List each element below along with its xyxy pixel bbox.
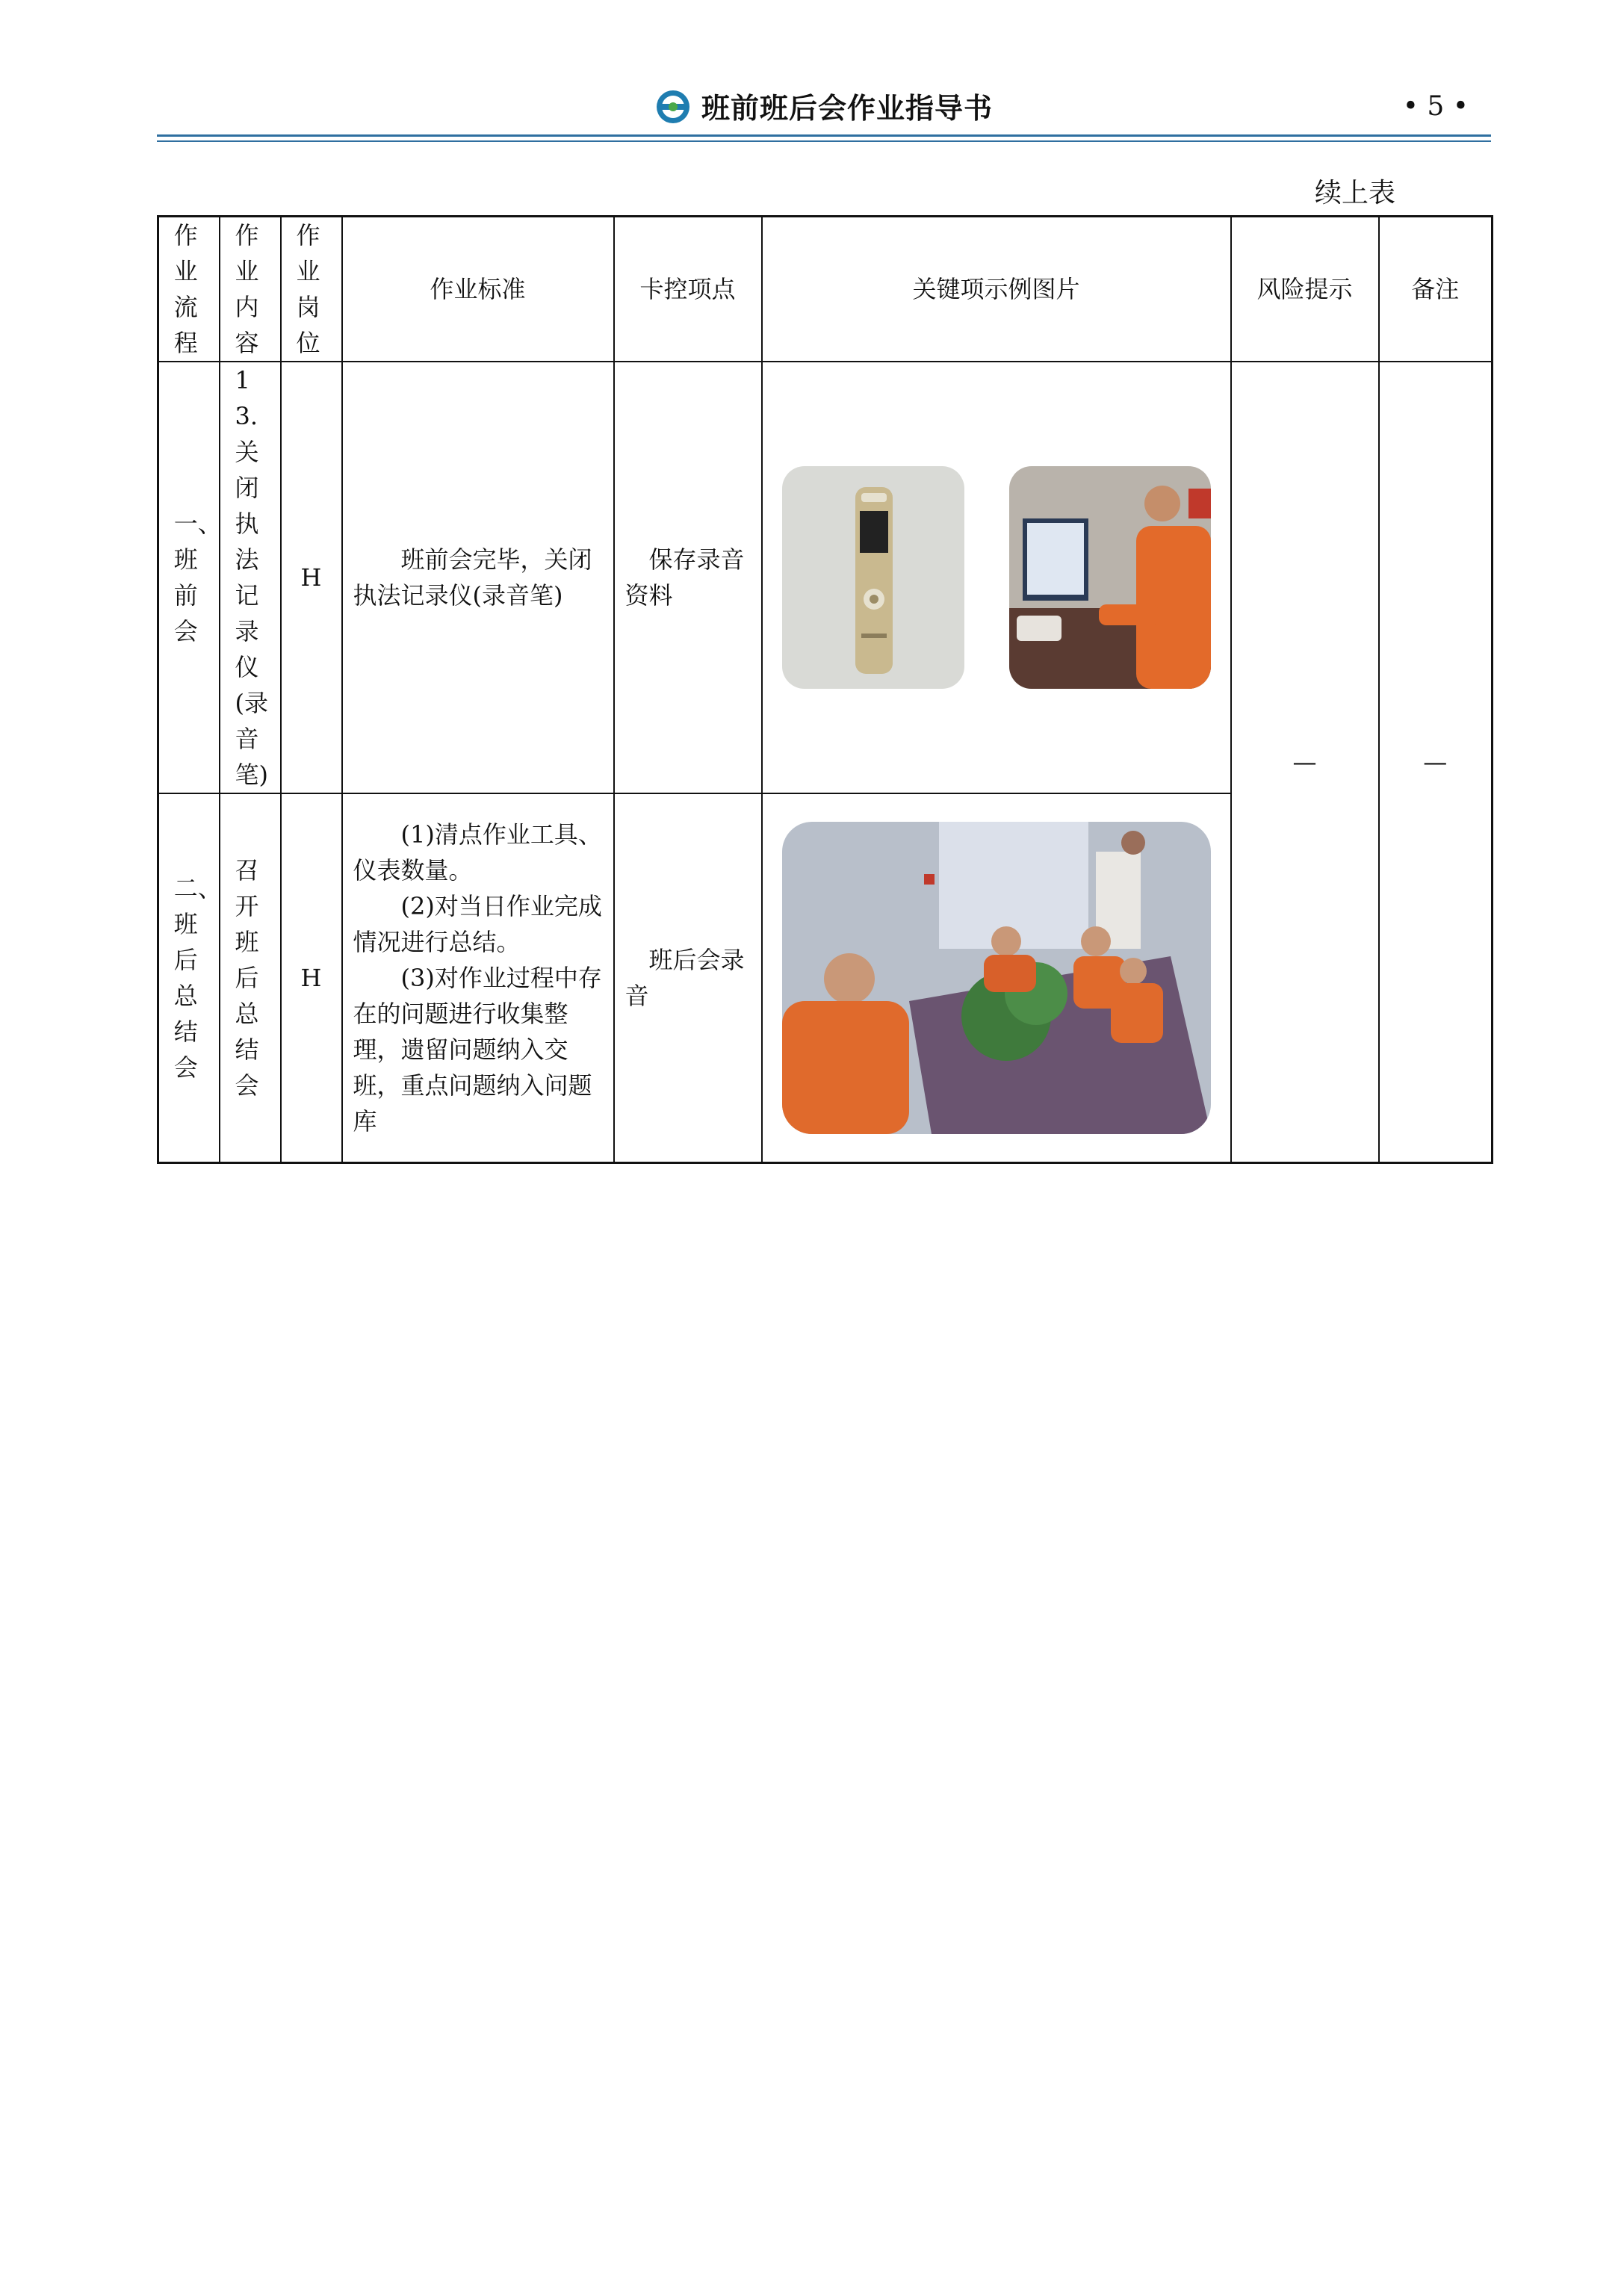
page-number: • 5 • bbox=[1402, 91, 1469, 122]
header-title bbox=[157, 85, 1491, 126]
table-row bbox=[158, 362, 1493, 793]
row2-images bbox=[762, 793, 1231, 1162]
row2-content: 召开班后总结会 bbox=[220, 793, 281, 1162]
header-content: 作业内容 bbox=[220, 217, 281, 362]
risk-cell: — bbox=[1231, 362, 1379, 1162]
voice-recorder-photo bbox=[782, 466, 964, 689]
row2-process: 二、班后总结会 bbox=[158, 793, 220, 1162]
header-standard: 作业标准 bbox=[342, 217, 614, 362]
header-rule-bottom bbox=[157, 140, 1491, 142]
header-process: 作业流程 bbox=[158, 217, 220, 362]
document-title: 班前班后会作业指导书 bbox=[701, 92, 993, 125]
row1-images bbox=[762, 362, 1231, 793]
work-instruction-table bbox=[157, 215, 1493, 1164]
header-position: 作业岗位 bbox=[281, 217, 342, 362]
standard-item: (3)对作业过程中存在的问题进行收集整理，遗留问题纳入交班，重点问题纳入问题库 bbox=[353, 963, 602, 1136]
header-rule-top bbox=[157, 134, 1491, 137]
header-images: 关键项示例图片 bbox=[762, 217, 1231, 362]
railway-logo-icon bbox=[655, 89, 691, 125]
row1-position: H bbox=[281, 362, 342, 793]
row1-control: 保存录音资料 bbox=[614, 362, 762, 793]
header-remark: 备注 bbox=[1379, 217, 1493, 362]
table-header-row bbox=[158, 217, 1493, 362]
header-control: 卡控项点 bbox=[614, 217, 762, 362]
remark-cell: — bbox=[1379, 362, 1493, 1162]
row2-position: H bbox=[281, 793, 342, 1162]
standard-item: (1)清点作业工具、仪表数量。 bbox=[353, 820, 602, 885]
row1-content: 13.关闭执法记录仪(录音笔) bbox=[220, 362, 281, 793]
row2-standard bbox=[342, 793, 614, 1162]
page-header bbox=[157, 75, 1491, 142]
meeting-photo bbox=[782, 822, 1211, 1134]
row1-standard: 班前会完毕，关闭执法记录仪(录音笔) bbox=[342, 362, 614, 793]
row1-process: 一、班前会 bbox=[158, 362, 220, 793]
worker-computer-photo bbox=[1009, 466, 1211, 689]
standard-item: (2)对当日作业完成情况进行总结。 bbox=[353, 891, 602, 956]
header-risk: 风险提示 bbox=[1231, 217, 1379, 362]
row2-control: 班后会录音 bbox=[614, 793, 762, 1162]
continued-label: 续上表 bbox=[1315, 178, 1396, 208]
